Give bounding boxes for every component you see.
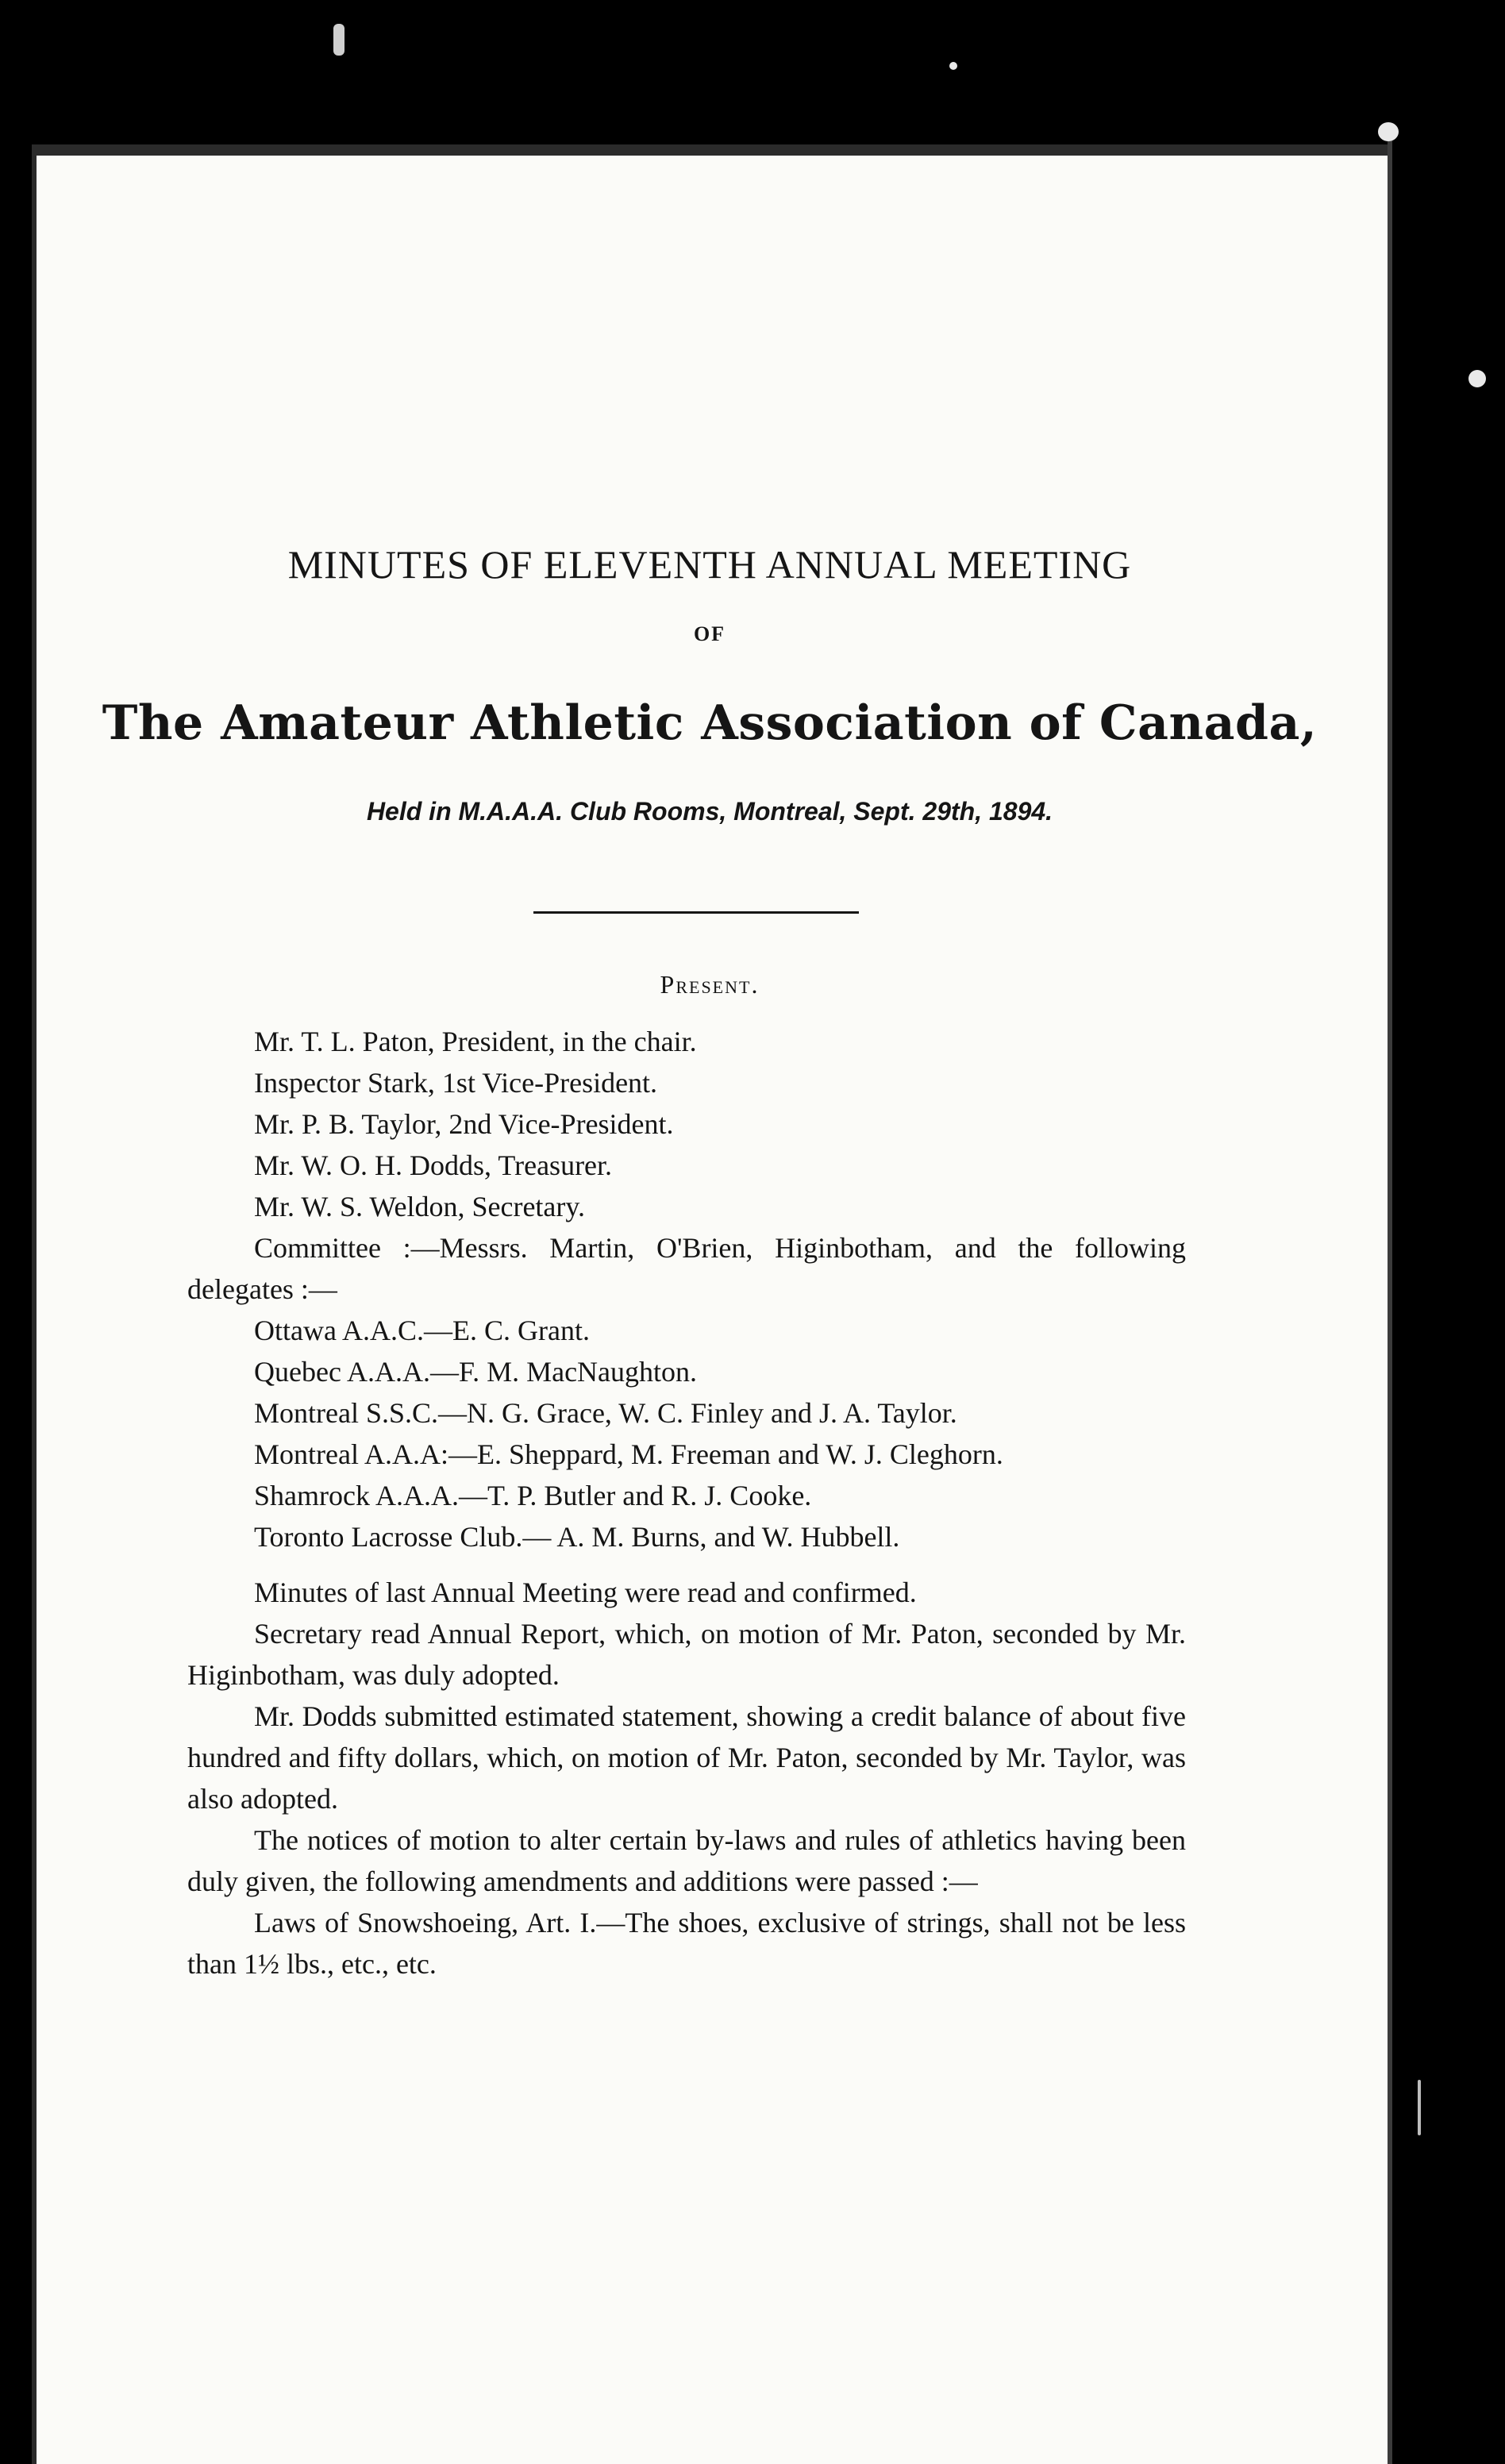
minutes-paragraph: Secretary read Annual Report, which, on motion of Mr. Paton, seconded by Mr. Higinbotham, was duly adopted. — [187, 1618, 1186, 1691]
page-top-shadow — [32, 144, 1392, 156]
minutes-body — [187, 1021, 1186, 1985]
delegate-line: Toronto Lacrosse Club.— A. M. Burns, and W. Hubbell. — [254, 1521, 900, 1553]
delegate-line: Shamrock A.A.A.—T. P. Butler and R. J. Cooke. — [254, 1480, 812, 1511]
document-title: MINUTES OF ELEVENTH ANNUAL MEETING — [287, 542, 1132, 587]
title-connector: OF — [693, 622, 726, 645]
dust-speck — [1468, 370, 1486, 387]
attendee-line: Inspector Stark, 1st Vice-President. — [254, 1067, 658, 1099]
attendee-line: Mr. P. B. Taylor, 2nd Vice-President. — [254, 1108, 674, 1140]
attendee-line: Mr. W. S. Weldon, Secretary. — [254, 1191, 586, 1222]
attendee-line: Mr. T. L. Paton, President, in the chair. — [254, 1026, 697, 1057]
committee-line: Committee :—Messrs. Martin, O'Brien, Higinbotham, and the following delegates :— — [187, 1232, 1186, 1305]
present-heading: Present. — [660, 970, 760, 999]
meeting-location-date: Held in M.A.A.A. Club Rooms, Montreal, Sept. 29th, 1894. — [366, 797, 1053, 826]
minutes-paragraph: Mr. Dodds submitted estimated statement, showing a credit balance of about five hundred and fifty dollars, which, on motion of Mr. Paton, seconded by Mr. Taylor, was also adopted. — [187, 1700, 1186, 1815]
page-right-edge — [1388, 140, 1392, 2464]
section-divider — [533, 911, 859, 914]
delegate-line: Montreal S.S.C.—N. G. Grace, W. C. Finley and J. A. Taylor. — [254, 1397, 957, 1429]
dust-speck — [333, 24, 344, 56]
minutes-paragraph: Laws of Snowshoeing, Art. I.—The shoes, exclusive of strings, shall not be less than 1½ lbs., etc., etc. — [187, 1907, 1186, 1980]
document-page — [32, 156, 1388, 2464]
dust-speck — [1378, 122, 1399, 141]
delegate-line: Montreal A.A.A:—E. Sheppard, M. Freeman and W. J. Cleghorn. — [254, 1438, 1003, 1470]
delegate-line: Ottawa A.A.C.—E. C. Grant. — [254, 1315, 590, 1346]
organization-name: The Amateur Athletic Association of Canada, — [102, 695, 1318, 751]
attendee-line: Mr. W. O. H. Dodds, Treasurer. — [254, 1149, 613, 1181]
dust-speck — [1418, 2080, 1421, 2135]
dust-speck — [949, 62, 957, 70]
delegate-line: Quebec A.A.A.—F. M. MacNaughton. — [254, 1356, 698, 1388]
minutes-paragraph: The notices of motion to alter certain by-laws and rules of athletics having been duly given, the following amendments and additions were passed :— — [187, 1824, 1186, 1897]
minutes-paragraph: Minutes of last Annual Meeting were read and confirmed. — [254, 1577, 917, 1608]
